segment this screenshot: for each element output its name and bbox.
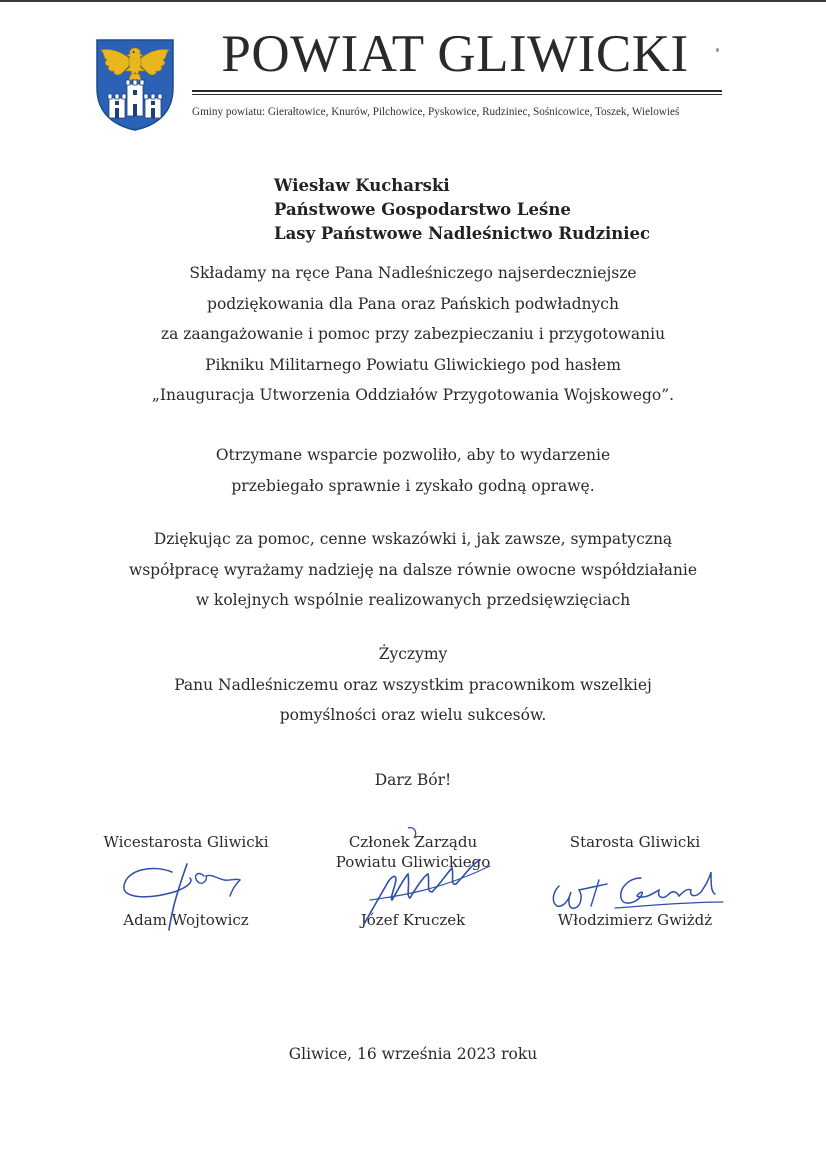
recipient-unit: Lasy Państwowe Nadleśnictwo Rudziniec xyxy=(274,224,651,243)
letterhead-rule-thin xyxy=(192,94,722,95)
recipient-block xyxy=(274,174,650,246)
coat-of-arms-icon xyxy=(95,38,175,132)
text-line: Pikniku Militarnego Powiatu Gliwickiego pod hasłem xyxy=(205,355,621,374)
letterhead-title: POWIAT GLIWICKI xyxy=(221,25,689,83)
text-line: współpracę wyrażamy nadzieję na dalsze równie owocne współdziałanie xyxy=(128,560,698,579)
handwritten-signature xyxy=(112,850,252,935)
signatory-name: Włodzimierz Gwiżdż xyxy=(557,911,713,929)
text-line: przebiegało sprawnie i zyskało godną oprawę. xyxy=(231,476,595,495)
text-line: Życzymy xyxy=(378,645,448,663)
letterhead-rule xyxy=(192,90,722,92)
paragraph-thanks xyxy=(60,258,766,411)
text-line: Dziękując za pomoc, cenne wskazówki i, jak zawsze, sympatyczną xyxy=(153,530,673,548)
text-line: za zaangażowanie i pomoc przy zabezpieczaniu i przygotowaniu xyxy=(160,325,666,343)
text-line: pomyślności oraz wielu sukcesów. xyxy=(279,706,547,724)
handwritten-signature xyxy=(545,862,735,922)
handwritten-signature xyxy=(340,820,500,930)
text-line: „Inauguracja Utworzenia Oddziałów Przygotowania Wojskowego”. xyxy=(151,386,675,404)
paragraph-wishes xyxy=(60,639,766,731)
paragraph-closing xyxy=(60,765,766,796)
paragraph-support xyxy=(60,440,766,501)
closing-greeting: Darz Bór! xyxy=(374,771,452,789)
top-edge-rule xyxy=(0,0,826,2)
paragraph-cooperation xyxy=(60,524,766,616)
signatory-name: Adam Wojtowicz xyxy=(123,911,249,929)
letterhead-subtitle: Gminy powiatu: Gierałtowice, Knurów, Pilchowice, Pyskowice, Rudziniec, Sośnicowice, Toszek, Wielowieś xyxy=(192,106,680,118)
signatory-title: Wicestarosta Gliwicki xyxy=(103,833,269,851)
date-line: Gliwice, 16 września 2023 roku xyxy=(288,1045,538,1063)
text-line: Składamy na ręce Pana Nadleśniczego najserdeczniejsze xyxy=(189,264,637,282)
signatory-title-line2: Powiatu Gliwickiego xyxy=(335,853,491,871)
text-line: Panu Nadleśniczemu oraz wszystkim pracownikom wszelkiej xyxy=(174,675,652,694)
recipient-name: Wiesław Kucharski xyxy=(274,176,450,195)
recipient-organization: Państwowe Gospodarstwo Leśne xyxy=(274,200,571,219)
text-line: podziękowania dla Pana oraz Pańskich podwładnych xyxy=(207,294,619,313)
signatory-title: Członek Zarządu xyxy=(348,833,478,851)
text-line: Otrzymane wsparcie pozwoliło, aby to wydarzenie xyxy=(215,446,611,464)
signatory-title: Starosta Gliwicki xyxy=(569,833,701,851)
signatory-name: Józef Kruczek xyxy=(360,911,466,929)
text-line: w kolejnych wspólnie realizowanych przedsięwzięciach xyxy=(195,591,631,609)
